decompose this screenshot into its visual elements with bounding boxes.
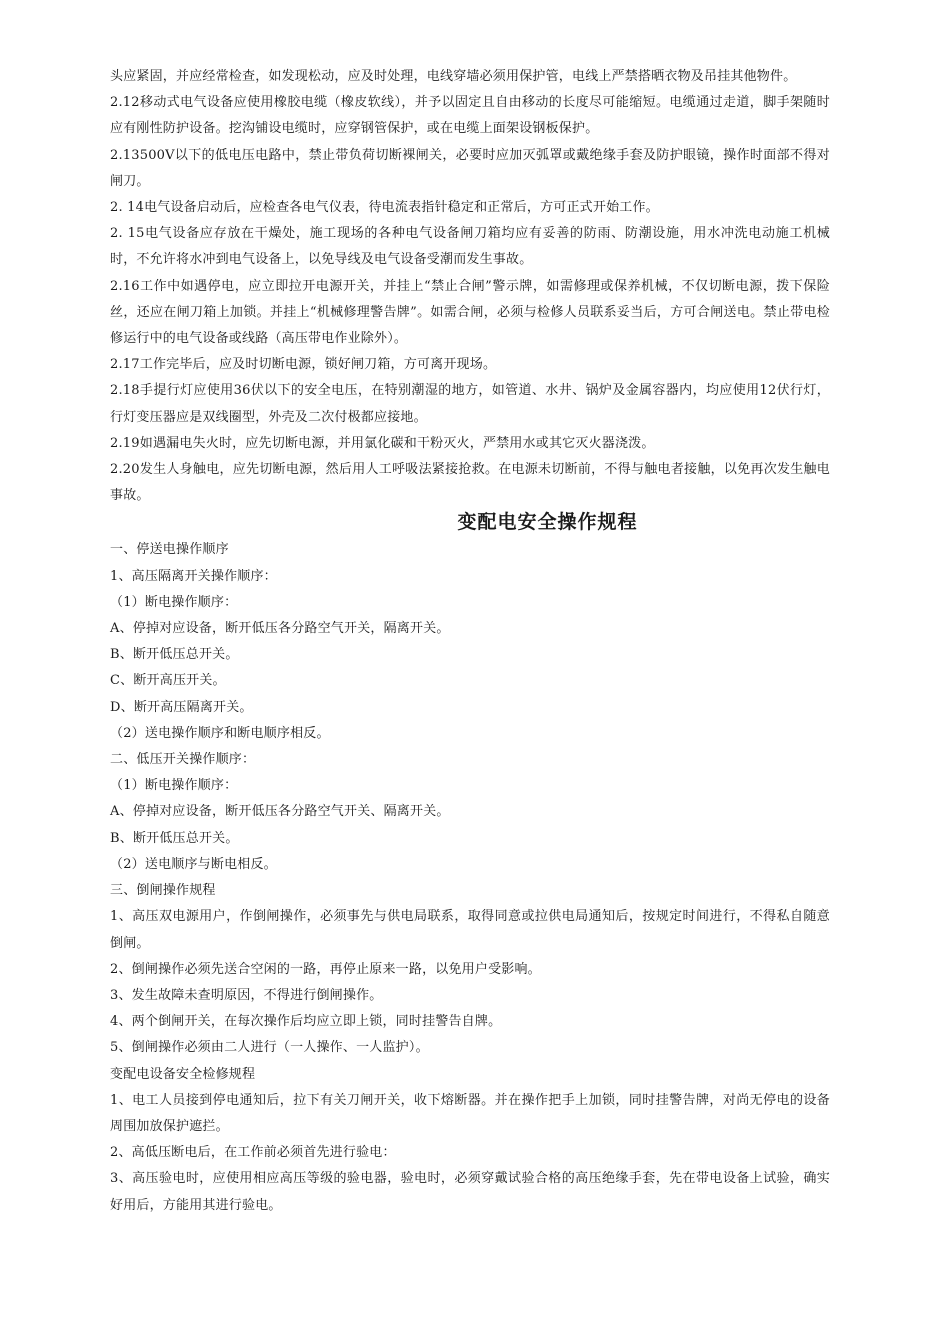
list-line: D、断开高压隔离开关。 xyxy=(110,699,253,715)
paragraph: 3、高压验电时，应使用相应高压等级的验电器，验电时，必须穿戴试验合格的高压绝缘手套，先在带电设备上试验，确实好用后，方能用其进行验电。 xyxy=(110,1171,830,1213)
list-line: 1、高压隔离开关操作顺序： xyxy=(110,568,277,584)
paragraph: 2.17工作完毕后，应及时切断电源，锁好闸刀箱，方可离开现场。 xyxy=(110,357,497,373)
paragraph: 2.12移动式电气设备应使用橡胶电缆（橡皮软线），并予以固定且自由移动的长度尽可能缩短。电缆通过走道，脚手架随时应有刚性防护设备。挖沟铺设电缆时，应穿钢管保护，或在电缆上面架设钢板保护。 xyxy=(110,95,830,137)
list-line: （2）送电操作顺序和断电顺序相反。 xyxy=(110,725,330,741)
paragraph: 2. 14电气设备启动后，应检查各电气仪表，待电流表指针稳定和正常后，方可正式开始工作。 xyxy=(110,200,659,216)
section-title: 变配电安全操作规程 xyxy=(457,511,638,534)
list-line: （1）断电操作顺序： xyxy=(110,778,238,794)
subsection-heading: 变配电设备安全检修规程 xyxy=(110,1066,256,1082)
list-line: A、停掉对应设备，断开低压各分路空气开关、隔离开关。 xyxy=(110,804,450,820)
paragraph: 2.13500V以下的低电压电路中，禁止带负荷切断裸闸关，必要时应加灭弧罩或戴绝缘手套及防护眼镜，操作时面部不得对闸刀。 xyxy=(110,147,830,189)
paragraph: 头应紧固，并应经常检查，如发现松动，应及时处理，电线穿墙必须用保护管，电线上严禁搭晒衣物及吊挂其他物件。 xyxy=(110,69,797,84)
paragraph: 3、发生故障未查明原因，不得进行倒闸操作。 xyxy=(110,987,383,1003)
paragraph: 1、电工人员接到停电通知后，拉下有关刀闸开关，收下熔断器。并在操作把手上加锁，同时挂警告牌，对尚无停电的设备周围加放保护遮拦。 xyxy=(110,1092,830,1134)
list-line: C、断开高压开关。 xyxy=(110,673,226,689)
list-line: 二、低压开关操作顺序： xyxy=(110,752,256,768)
list-line: （2）送电顺序与断电相反。 xyxy=(110,856,277,872)
paragraph: 2、高低压断电后，在工作前必须首先进行验电： xyxy=(110,1145,396,1161)
paragraph: 2.20发生人身触电，应先切断电源，然后用人工呼吸法紧接抢救。在电源未切断前，不得与触电者接触，以免再次发生触电事故。 xyxy=(110,462,830,504)
document-page xyxy=(110,64,830,1219)
list-line: A、停掉对应设备，断开低压各分路空气开关，隔离开关。 xyxy=(110,621,450,637)
list-line: 三、倒闸操作规程 xyxy=(110,883,216,899)
paragraph: 2.16工作中如遇停电，应立即拉开电源开关，并挂上“禁止合闸”警示牌，如需修理或保养机械，不仅切断电源，拨下保险丝，还应在闸刀箱上加锁。并挂上“机械修理警告牌”。如需合闸，必须与检修人员联系妥当后，方可合闸送电。禁止带电检修运行中的电气设备或线路（高压带电作业除外）。 xyxy=(110,278,830,347)
paragraph: 5、倒闸操作必须由二人进行（一人操作、一人监护）。 xyxy=(110,1040,429,1056)
paragraph: 1、高压双电源用户，作倒闸操作，必须事先与供电局联系，取得同意或拉供电局通知后，按规定时间进行，不得私自随意倒闸。 xyxy=(110,909,830,951)
paragraph: 2、倒闸操作必须先送合空闲的一路，再停止原来一路，以免用户受影响。 xyxy=(110,961,541,977)
list-line: B、断开低压总开关。 xyxy=(110,647,239,663)
paragraph: 2. 15电气设备应存放在干燥处，施工现场的各种电气设备闸刀箱均应有妥善的防雨、防潮设施，用水冲洗电动施工机械时，不允许将水冲到电气设备上，以免导线及电气设备受潮而发生事故。 xyxy=(110,226,830,268)
paragraph: 2.19如遇漏电失火时，应先切断电源，并用氯化碳和干粉灭火，严禁用水或其它灭火器浇泼。 xyxy=(110,435,655,451)
list-line: （1）断电操作顺序： xyxy=(110,594,238,610)
list-line: 一、停送电操作顺序 xyxy=(110,542,229,558)
paragraph: 4、两个倒闸开关，在每次操作后均应立即上锁，同时挂警告自牌。 xyxy=(110,1014,502,1030)
list-line: B、断开低压总开关。 xyxy=(110,830,239,846)
paragraph: 2.18手提行灯应使用36伏以下的安全电压，在特别潮湿的地方，如管道、水井、锅炉及金属容器内，均应使用12伏行灯，行灯变压器应是双线圈型，外壳及二次付极都应接地。 xyxy=(110,383,830,425)
